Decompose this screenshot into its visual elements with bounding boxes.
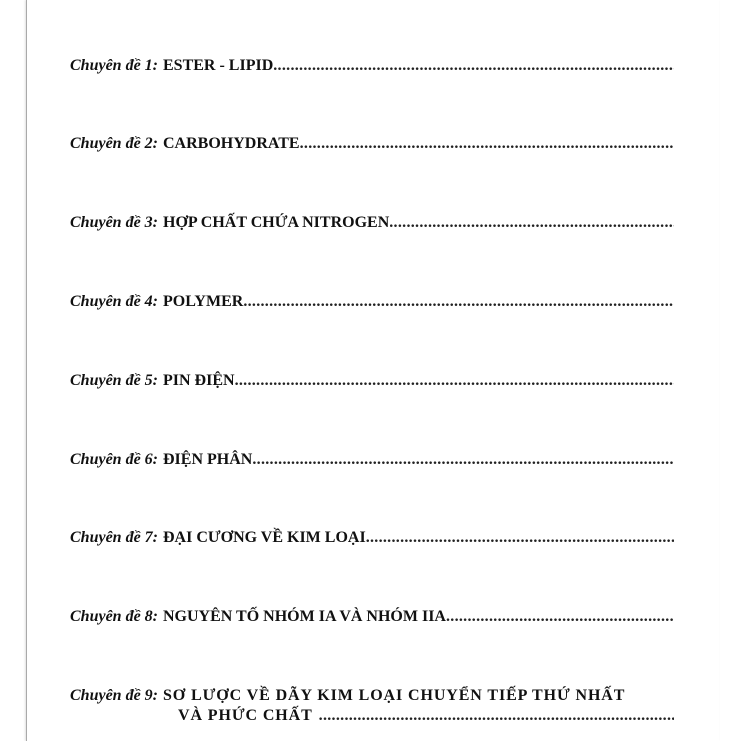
toc-entry-label: Chuyên đề 5: xyxy=(70,372,158,389)
toc-entry-label: Chuyên đề 1: xyxy=(70,57,158,74)
document-page xyxy=(26,0,719,741)
dot-leader xyxy=(252,450,674,470)
toc-entry-line xyxy=(70,686,674,706)
toc-entry-label: Chuyên đề 7: xyxy=(70,529,158,546)
toc-entry-1[interactable] xyxy=(70,56,674,76)
toc-entry-label: Chuyên đề 3: xyxy=(70,214,158,231)
toc-entry-label: Chuyên đề 2: xyxy=(70,135,158,152)
dot-leader xyxy=(235,371,674,391)
dot-leader xyxy=(366,528,674,548)
toc-entry-2[interactable] xyxy=(70,134,674,154)
toc-entry-title: ĐIỆN PHÂN xyxy=(163,451,253,468)
toc-entry-title: PIN ĐIỆN xyxy=(163,372,235,389)
toc-entry-title: POLYMER xyxy=(163,293,244,310)
toc-entry-label: Chuyên đề 9: xyxy=(70,687,158,704)
toc-entry-title: SƠ LƯỢC VỀ DÃY KIM LOẠI CHUYỂN TIẾP THỨ NHẤT xyxy=(163,687,626,704)
toc-entry-title: ĐẠI CƯƠNG VỀ KIM LOẠI xyxy=(163,529,366,546)
toc-entry-8[interactable] xyxy=(70,607,674,627)
toc-entry-5[interactable] xyxy=(70,371,674,391)
toc-entry-label: Chuyên đề 4: xyxy=(70,293,158,310)
toc-entry-label: Chuyên đề 6: xyxy=(70,451,158,468)
dot-leader xyxy=(319,706,674,726)
toc-entry-title: NGUYÊN TỐ NHÓM IA VÀ NHÓM IIA xyxy=(163,608,446,625)
toc-entry-title: HỢP CHẤT CHỨA NITROGEN xyxy=(163,214,390,231)
toc-entry-3[interactable] xyxy=(70,213,674,233)
dot-leader xyxy=(243,292,674,312)
toc-entry-4[interactable] xyxy=(70,292,674,312)
toc-entry-title: CARBOHYDRATE xyxy=(163,135,300,152)
toc-entry-9[interactable] xyxy=(70,686,674,726)
toc-entry-title: ESTER - LIPID xyxy=(163,57,274,74)
dot-leader xyxy=(273,56,674,76)
toc-entry-7[interactable] xyxy=(70,528,674,548)
dot-leader xyxy=(300,134,674,154)
toc-entry-line xyxy=(178,706,674,726)
toc-entry-label: Chuyên đề 8: xyxy=(70,608,158,625)
toc-entry-6[interactable] xyxy=(70,450,674,470)
toc-entry-title-continued: VÀ PHỨC CHẤT xyxy=(178,707,313,724)
dot-leader xyxy=(446,607,674,627)
dot-leader xyxy=(389,213,674,233)
